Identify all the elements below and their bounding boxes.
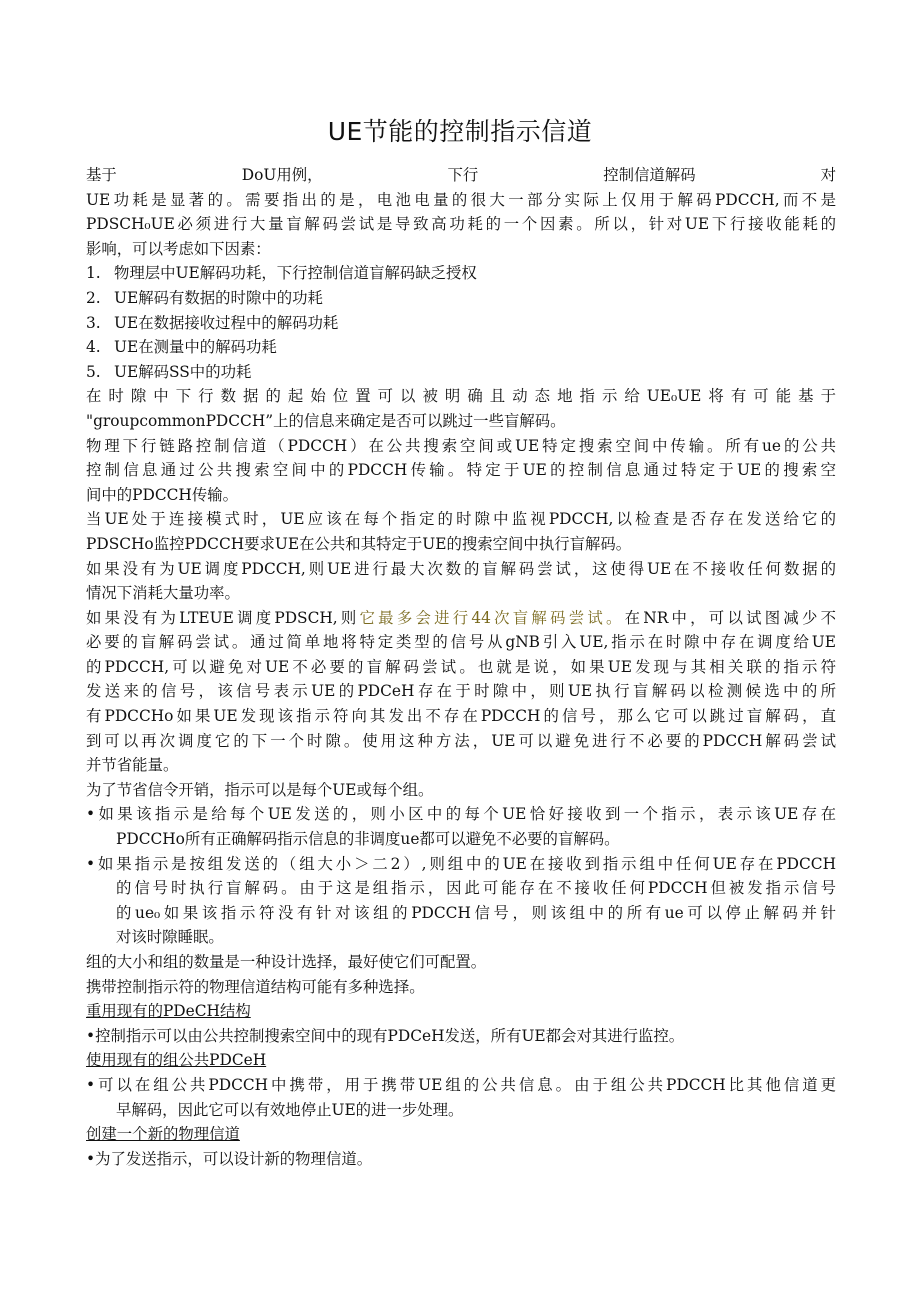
factor-number: 1. — [86, 264, 101, 283]
highlighted-text: 它最多会进行44次盲解码尝试。 — [359, 608, 625, 627]
section-heading: 创建一个新的物理信道 — [86, 1125, 240, 1144]
intro-first-line — [86, 163, 836, 188]
section-heading: 使用现有的组公共PDCeH — [86, 1051, 267, 1070]
intro-line: PDSCH₀UE必须进行大量盲解码尝试是导致高功耗的一个因素。所以，针对UE下行接收能耗的 — [86, 215, 836, 234]
bullet-line: PDCCHo所有正确解码指示信息的非调度ue都可以避免不必要的盲解码。 — [116, 830, 620, 849]
paragraph-line: 在时隙中下行数据的起始位置可以被明确且动态地指示给UE₀UE将有可能基于 — [86, 387, 836, 406]
paragraph-line: 间中的PDCCH传输。 — [86, 485, 239, 504]
factor-number: 4. — [86, 338, 101, 357]
paragraph-line: 的PDCCH,可以避免对UE不必要的盲解码尝试。也就是说，如果UE发现与其相关联的指示符 — [86, 657, 836, 676]
paragraph-line: 为了节省信令开销，指示可以是每个UE或每个组。 — [86, 780, 434, 799]
intro-word: 对 — [820, 166, 836, 184]
paragraph-line: "groupcommonPDCCH”上的信息来确定是否可以跳过一些盲解码。 — [86, 411, 566, 430]
paragraph-line: 携带控制指示符的物理信道结构可能有多种选择。 — [86, 977, 425, 996]
document-body — [86, 163, 836, 1171]
bullet-line: •可以在组公共PDCCH中携带，用于携带UE组的公共信息。由于组公共PDCCH比其他信道更 — [86, 1075, 836, 1094]
intro-word: 控制信道解码 — [603, 166, 696, 184]
bullet-line: 的信号时执行盲解码。由于这是组指示，因此可能存在不接收任何PDCCH但被发指示信号 — [116, 879, 836, 898]
paragraph-line — [86, 606, 836, 631]
paragraph-line: 并节省能量。 — [86, 756, 179, 775]
factor-item — [86, 286, 836, 311]
factor-item — [86, 311, 836, 336]
text-span: 如果没有为LTEUE调度PDSCH,则 — [86, 608, 360, 627]
bullet-line: •如果该指示是给每个UE发送的，则小区中的每个UE恰好接收到一个指示，表示该UE存在 — [86, 805, 836, 824]
bullet-line: 早解码，因此它可以有效地停止UE的进一步处理。 — [116, 1100, 464, 1119]
factor-text: UE在测量中的解码功耗 — [114, 338, 277, 357]
paragraph-line: 有PDCCHo如果UE发现该指示符向其发出不存在PDCCH的信号，那么它可以跳过盲解码，直 — [86, 707, 836, 726]
intro-line: UE功耗是显著的。需要指出的是，电池电量的很大一部分实际上仅用于解码PDCCH,而不是 — [86, 190, 836, 209]
factor-number: 3. — [86, 313, 101, 332]
paragraph-line: 到可以再次调度它的下一个时隙。使用这种方法，UE可以避免进行不必要的PDCCH解码尝试 — [86, 731, 836, 750]
factor-item — [86, 261, 836, 286]
text-span: 在NR中，可以试图减少不 — [624, 608, 836, 627]
paragraph-line: 物理下行链路控制信道（PDCCH）在公共搜索空间或UE特定搜索空间中传输。所有ue的公共 — [86, 436, 836, 455]
factor-text: UE在数据接收过程中的解码功耗 — [114, 313, 339, 332]
paragraph-line: 必要的盲解码尝试。通过简单地将特定类型的信号从gNB引入UE,指示在时隙中存在调度给UE — [86, 633, 836, 652]
bullet-line: 的ue₀如果该指示符没有针对该组的PDCCH信号，则该组中的所有ue可以停止解码并针 — [116, 903, 836, 922]
intro-word: 下行 — [447, 166, 479, 184]
intro-line: 影响，可以考虑如下因素： — [86, 239, 271, 258]
factor-text: UE解码有数据的时隙中的功耗 — [114, 288, 323, 307]
bullet-line: 对该时隙睡眠。 — [116, 928, 224, 947]
intro-word: DoU用例， — [241, 166, 323, 184]
bullet-line: •为了发送指示，可以设计新的物理信道。 — [86, 1149, 373, 1168]
intro-word: 基于 — [86, 166, 117, 184]
paragraph-line: 组的大小和组的数量是一种设计选择，最好使它们可配置。 — [86, 953, 487, 971]
factor-number: 2. — [86, 288, 101, 307]
paragraph-line: PDSCHo监控PDCCH要求UE在公共和其特定于UE的搜索空间中执行盲解码。 — [86, 534, 632, 553]
document-title: UE节能的控制指示信道 — [327, 117, 593, 146]
factor-text: 物理层中UE解码功耗，下行控制信道盲解码缺乏授权 — [114, 264, 477, 283]
section-heading: 重用现有的PDeCH结构 — [86, 1002, 251, 1021]
factor-item — [86, 335, 836, 360]
bullet-line: •如果指示是按组发送的（组大小＞二2）,则组中的UE在接收到指示组中任何UE存在PDCCH — [86, 854, 836, 873]
factor-text: UE解码SS中的功耗 — [114, 362, 252, 381]
factor-number: 5. — [86, 362, 101, 381]
paragraph-line: 如果没有为UE调度PDCCH,则UE进行最大次数的盲解码尝试，这使得UE在不接收任何数据的 — [86, 559, 836, 578]
paragraph-line: 情况下消耗大量功率。 — [86, 584, 240, 603]
factor-item — [86, 360, 836, 385]
paragraph-line: 当UE处于连接模式时，UE应该在每个指定的时隙中监视PDCCH,以检查是否存在发送给它的 — [86, 510, 836, 529]
paragraph-line: 控制信息通过公共搜索空间中的PDCCH传输。特定于UE的控制信息通过特定于UE的搜索空 — [86, 461, 836, 480]
paragraph-line: 发送来的信号，该信号表示UE的PDCeH存在于时隙中，则UE执行盲解码以检测候选中的所 — [86, 682, 836, 701]
bullet-line: •控制指示可以由公共控制搜索空间中的现有PDCeH发送，所有UE都会对其进行监控。 — [86, 1026, 685, 1045]
